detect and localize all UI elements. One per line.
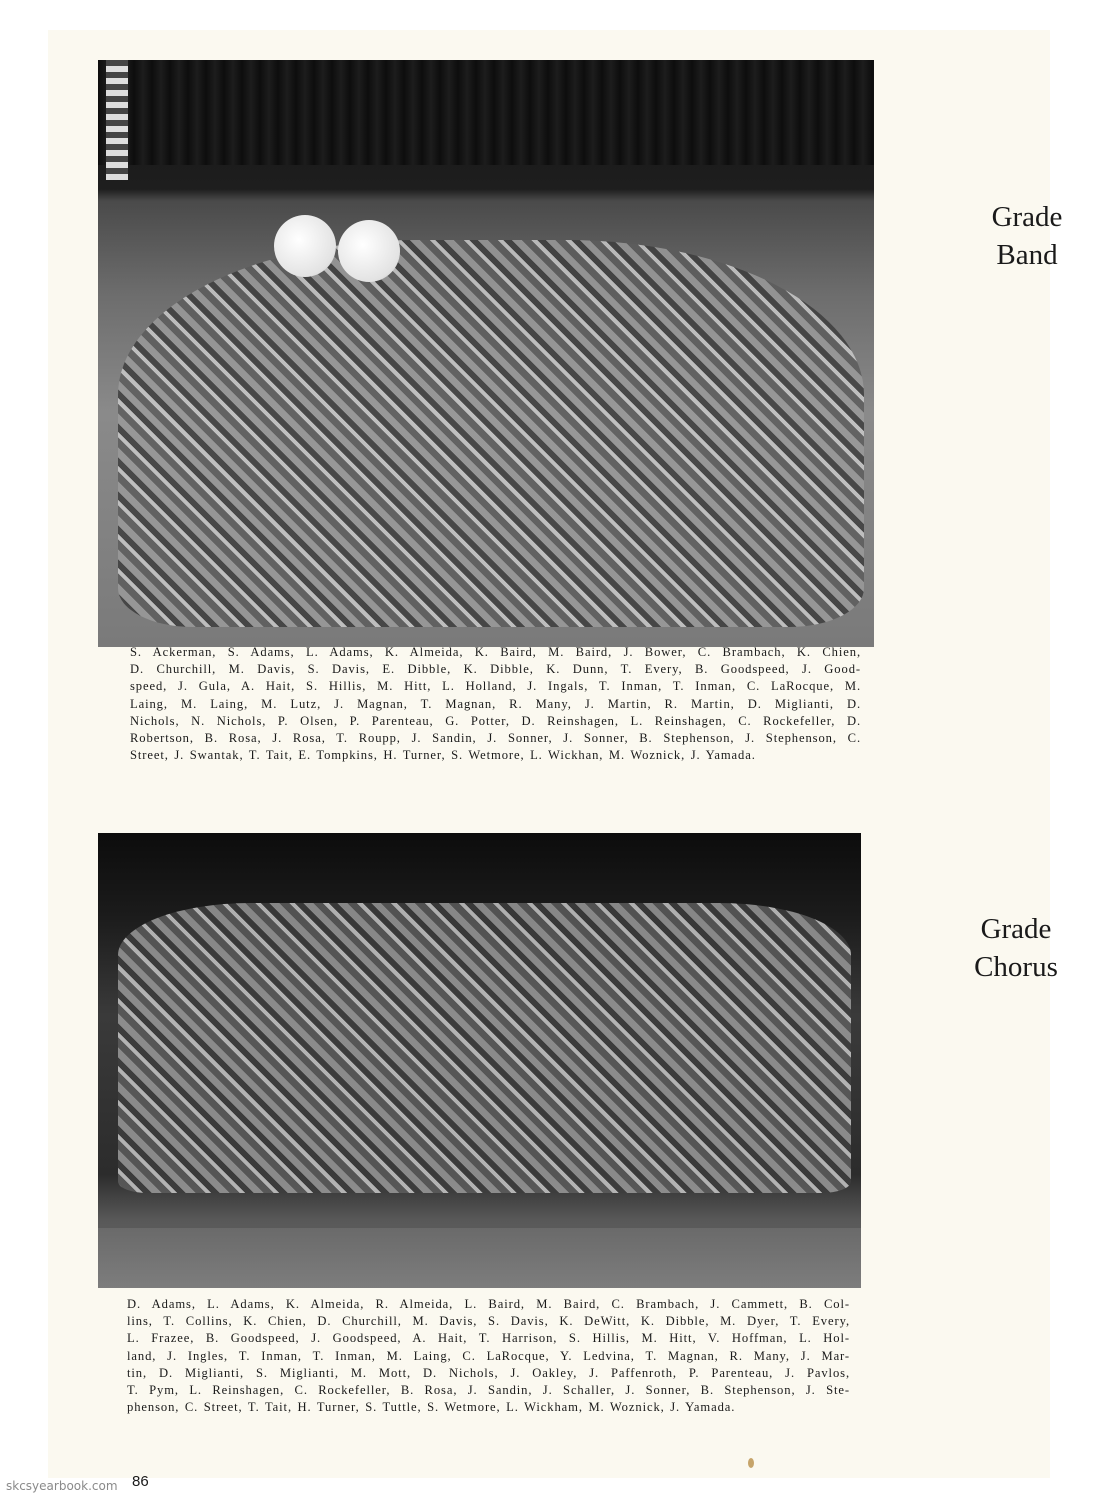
grade-band-photo <box>98 60 874 647</box>
caption-line: Laing, M. Laing, M. Lutz, J. Magnan, T. Magnan, R. Many, J. Martin, R. Martin, D. Miglianti, D. <box>130 696 861 711</box>
grade-band-title <box>969 198 1085 274</box>
grade-chorus-photo <box>98 833 861 1288</box>
yearbook-page <box>48 30 1063 1490</box>
caption-line: tin, D. Miglianti, S. Miglianti, M. Mott, D. Nichols, J. Oakley, J. Paffenroth, P. Parenteau, J. Pavlos, <box>127 1365 850 1380</box>
caption-line: S. Ackerman, S. Adams, L. Adams, K. Almeida, K. Baird, M. Baird, J. Bower, C. Brambach, K. Chien, <box>130 645 861 659</box>
caption-line: speed, J. Gula, A. Hait, S. Hillis, M. Hitt, L. Holland, J. Ingals, T. Inman, T. Inman, C. LaRocque, M. <box>130 679 861 694</box>
stage-floor <box>98 1228 861 1288</box>
title-line: Grade <box>980 913 1052 945</box>
caption-line: D. Adams, L. Adams, K. Almeida, R. Almeida, L. Baird, M. Baird, C. Brambach, J. Cammett, B. Col- <box>127 1297 850 1311</box>
caption-line: lins, T. Collins, K. Chien, D. Churchill, M. Davis, S. Davis, K. DeWitt, K. Dibble, M. Dyer, T. Every, <box>127 1314 850 1329</box>
chorus-students <box>118 903 851 1193</box>
caption-line: phenson, C. Street, T. Tait, H. Turner, S. Tuttle, S. Wetmore, L. Wickham, M. Woznick, J. Yamada. <box>127 1400 736 1415</box>
flag <box>106 60 128 180</box>
caption-line: Street, J. Swantak, T. Tait, E. Tompkins, H. Turner, S. Wetmore, L. Wickhan, M. Woznick, J. Yamada. <box>130 748 756 763</box>
caption-line: L. Frazee, B. Goodspeed, J. Goodspeed, A. Hait, T. Harrison, S. Hillis, M. Hitt, V. Hoffman, L. Hol- <box>127 1331 850 1346</box>
caption-line: Nichols, N. Nichols, P. Olsen, P. Parenteau, G. Potter, D. Reinshagen, L. Reinshagen, C. Rockefeller, D. <box>130 713 861 728</box>
grade-band-caption <box>130 644 861 764</box>
sousaphone-bell <box>338 220 400 282</box>
title-line: Grade <box>991 201 1063 233</box>
band-students <box>118 240 864 627</box>
grade-chorus-caption <box>127 1296 850 1416</box>
grade-chorus-title <box>948 910 1084 986</box>
title-line: Band <box>996 239 1058 271</box>
page-number: 86 <box>132 1473 149 1490</box>
watermark: skcsyearbook.com <box>6 1479 118 1493</box>
caption-line: Robertson, B. Rosa, J. Rosa, T. Roupp, J. Sandin, J. Sonner, J. Sonner, B. Stephenson, J. Stephenson, C. <box>130 731 861 746</box>
caption-line: T. Pym, L. Reinshagen, C. Rockefeller, B. Rosa, J. Sandin, J. Schaller, J. Sonner, B. Stephenson, J. Ste- <box>127 1383 850 1398</box>
caption-line: D. Churchill, M. Davis, S. Davis, E. Dibble, K. Dibble, K. Dunn, T. Every, B. Goodspeed, J. Good- <box>130 662 861 677</box>
stage-curtain <box>98 60 874 165</box>
paper-stain <box>748 1458 754 1468</box>
title-line: Chorus <box>974 951 1058 983</box>
caption-line: land, J. Ingles, T. Inman, T. Inman, M. Laing, C. LaRocque, Y. Ledvina, T. Magnan, R. Many, J. Mar- <box>127 1348 850 1363</box>
sousaphone-bell <box>274 215 336 277</box>
